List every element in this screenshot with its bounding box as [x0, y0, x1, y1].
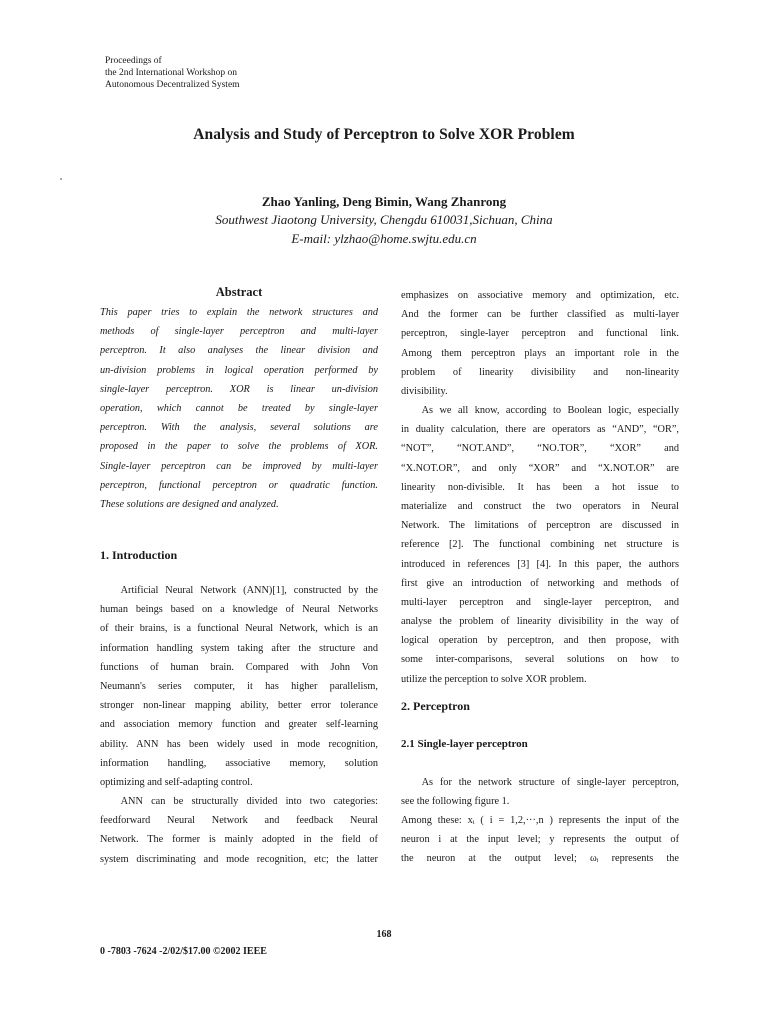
text-line: “X.NOT.OR”, and only “XOR” and “X.NOT.OR” are [401, 462, 679, 474]
text-line: in duality calculation, there are operators as “AND”, “OR”, [401, 424, 679, 436]
right-para-1 [401, 286, 679, 401]
text-line: information handling system taking after the structure and [100, 642, 378, 654]
section-heading-introduction: 1. Introduction [100, 548, 178, 562]
text-line: perceptron. It also analyses the linear division and [100, 345, 378, 357]
page-number: 168 [376, 929, 392, 940]
text-line: perceptron, functional perceptron or quadratic function. [100, 479, 378, 491]
scan-speck [60, 178, 62, 180]
text-line: And the former can be further classified as multi-layer [401, 309, 679, 321]
text-line: see the following figure 1. [401, 796, 510, 808]
section-heading-perceptron: 2. Perceptron [401, 699, 470, 713]
text-line: Network. The former is mainly adopted in the field of [100, 834, 378, 846]
text-line: Among these: xᵢ ( i = 1,2,···,n ) represents the input of the [401, 815, 679, 826]
text-line: some inter-comparisons, several solutions on how to [401, 654, 679, 666]
text-line: “NOT”, “NOT.AND”, “NO.TOR”, “XOR” and [401, 443, 679, 455]
right-para-3 [401, 773, 679, 811]
text-line: proposed in the paper to solve the problems of XOR. [100, 441, 378, 453]
text-line: Network. The limitations of perceptron are discussed in [401, 520, 679, 532]
paper-affiliation: Southwest Jiaotong University, Chengdu 610031,Sichuan, China [215, 212, 553, 227]
text-line: and association memory function and greater self-learning [100, 719, 378, 731]
text-line: un-division problems in logical operation performed by [100, 364, 378, 376]
text-line: stronger non-linear mapping ability, better error tolerance [100, 700, 378, 712]
proceedings-line: the 2nd International Workshop on [105, 68, 238, 78]
text-line: utilize the perception to solve XOR problem. [401, 673, 587, 685]
introduction-para-2 [100, 792, 378, 869]
text-line: logical operation by perceptron, and then propose, with [401, 635, 679, 647]
copyright-footer: 0 -7803 -7624 -2/02/$17.00 ©2002 IEEE [100, 946, 267, 957]
text-line: reference [2]. The functional combining net structure is [401, 539, 679, 551]
text-line: of their brains, is a functional Neural Network, which is an [100, 623, 378, 635]
text-line: problem of linearity divisibility and non-linearity [401, 366, 679, 378]
abstract-heading: Abstract [215, 285, 263, 299]
text-line: emphasizes on associative memory and optimization, etc. [401, 290, 679, 301]
text-line: functions of human brain. Compared with John Von [100, 661, 378, 673]
text-line: single-layer perceptron. XOR is linear un-division [100, 383, 378, 395]
text-line: materialize and construct the two operators in Neural [401, 500, 679, 512]
text-line: human beings based on a knowledge of Neural Networks [100, 604, 378, 616]
text-line: operation, which cannot be treated by single-layer [100, 402, 378, 414]
text-line: This paper tries to explain the network structures and [100, 307, 378, 318]
text-line: ability. ANN has been widely used in mode recognition, [100, 738, 378, 750]
text-line: As for the network structure of single-layer perceptron, [421, 777, 679, 788]
text-line: system discriminating and mode recognition, etc; the latter [100, 853, 378, 865]
subsection-heading-single-layer: 2.1 Single-layer perceptron [401, 738, 528, 750]
text-line: analyse the problem of linearity divisibility in the way of [401, 616, 679, 628]
text-line: first give an introduction of networking and methods of [401, 577, 679, 589]
paper-authors: Zhao Yanling, Deng Bimin, Wang Zhanrong [261, 194, 507, 209]
proceedings-line: Proceedings of [105, 56, 162, 66]
text-line: Neumann's series computer, it has higher parallelism, [100, 680, 378, 692]
proceedings-line: Autonomous Decentralized System [105, 80, 240, 90]
text-line: optimizing and self-adapting control. [100, 776, 253, 788]
text-line: multi-layer perceptron and single-layer perceptron, and [401, 596, 679, 608]
text-line: linearity non-divisible. It has been a hot issue to [401, 481, 679, 493]
text-line: methods of single-layer perceptron and multi-layer [100, 326, 378, 338]
introduction-para-1 [100, 581, 378, 792]
text-line: neuron i at the input level; y represents the output of [401, 834, 679, 846]
text-line: These solutions are designed and analyzed. [100, 498, 279, 510]
abstract-body [100, 303, 378, 514]
text-line: feedforward Neural Network and feedback Neural [100, 815, 378, 827]
proceedings-header [105, 55, 240, 91]
right-para-2 [401, 401, 679, 689]
text-line: As we all know, according to Boolean logic, especially [421, 405, 679, 416]
text-line: Among them perceptron plays an important role in the [401, 347, 679, 359]
text-line: ANN can be structurally divided into two categories: [120, 796, 378, 807]
text-line: Single-layer perceptron can be improved by multi-layer [100, 460, 378, 472]
paper-title: Analysis and Study of Perceptron to Solve XOR Problem [193, 126, 575, 143]
text-line: perceptron, single-layer perceptron and functional link. [401, 328, 679, 340]
text-line: divisibility. [401, 385, 448, 397]
text-line: perceptron. With the analysis, several solutions are [100, 422, 378, 434]
right-para-4 [401, 811, 679, 869]
text-line: introduced in references [3] [4]. In this paper, the authors [401, 558, 679, 570]
text-line: the neuron at the output level; ωᵢ represents the [401, 853, 679, 865]
paper-email: E-mail: ylzhao@home.swjtu.edu.cn [291, 231, 477, 246]
text-line: Artificial Neural Network (ANN)[1], constructed by the [120, 585, 378, 596]
text-line: information handling, associative memory, solution [100, 757, 378, 769]
